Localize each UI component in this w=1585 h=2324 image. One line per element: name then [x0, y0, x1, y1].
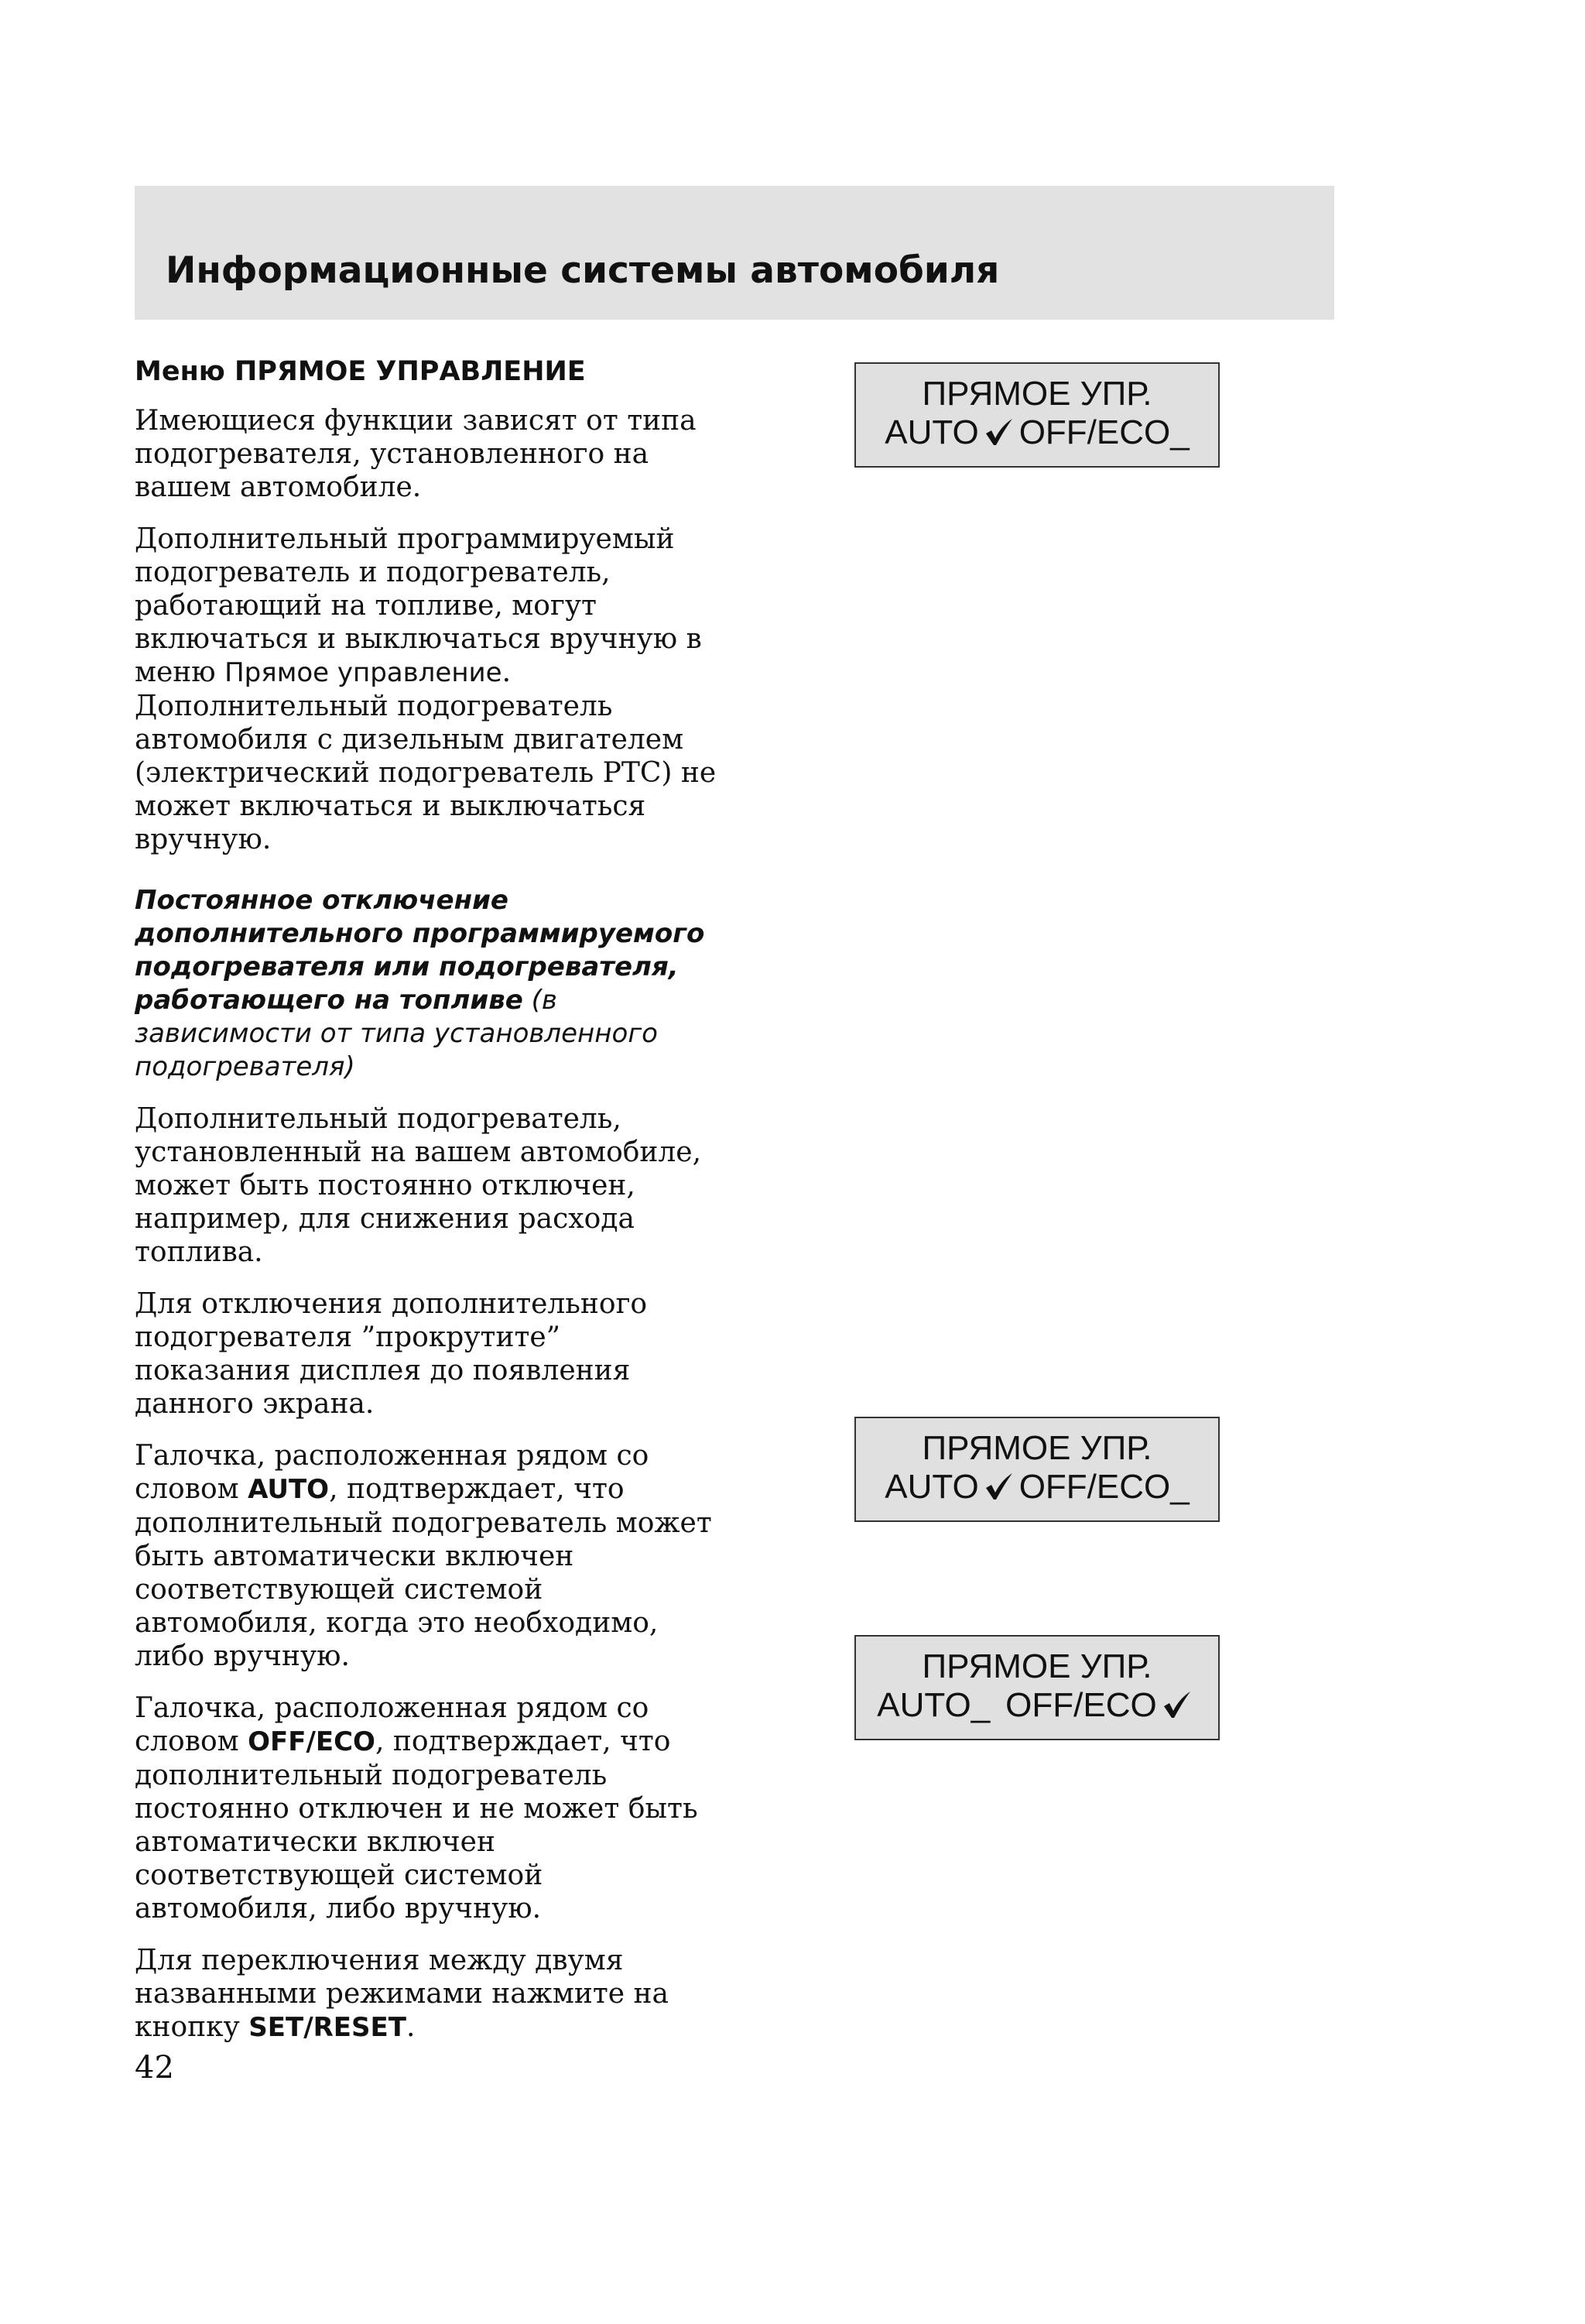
display-line-2	[856, 1686, 1218, 1725]
keyword-set-reset: SET/RESET	[248, 2012, 406, 2043]
display-auto-label: AUTO_	[877, 1686, 991, 1724]
display-screen-3	[854, 1635, 1220, 1740]
display-off-eco-label: OFF/ECO_	[1018, 1468, 1190, 1506]
paragraph-auto-check	[135, 1439, 723, 1673]
page-title: Информационные системы автомобиля	[166, 249, 1000, 292]
keyword-off-eco: OFF/ECO	[248, 1726, 375, 1757]
subsection-heading	[135, 884, 723, 1084]
paragraph-scroll-display	[135, 1287, 723, 1421]
paragraph-scroll-text: Для отключения дополнительного подогревателя ”прокрутите” показания дисплея до появления данного экрана.	[135, 1288, 648, 1420]
subsection-heading-note: (в зависимости от типа установленного подогревателя)	[135, 985, 658, 1082]
paragraph-permanent-off	[135, 1102, 723, 1269]
paragraph-off-eco-check	[135, 1692, 723, 1925]
display-auto-label: AUTO	[885, 413, 979, 451]
page-number: 42	[135, 2050, 174, 2086]
paragraph-manual-control	[135, 523, 723, 856]
paragraph-off-b: , подтверждает, что дополнительный подогреватель постоянно отключен и не может быть автоматически включен соответствующей системой автомобиля, либо вручную.	[135, 1726, 698, 1925]
display-off-eco-label: OFF/ECO	[1005, 1686, 1157, 1724]
display-line-1: ПРЯМОЕ УПР.	[922, 375, 1152, 413]
paragraph-permanent-off-text: Дополнительный подогреватель, установленный на вашем автомобиле, может быть постоянно отключен, например, для снижения расхода топлива.	[135, 1103, 702, 1268]
display-off-eco-label: OFF/ECO_	[1018, 413, 1190, 451]
text-column	[135, 356, 723, 2063]
section-title: Меню ПРЯМОЕ УПРАВЛЕНИЕ	[135, 356, 586, 387]
menu-name-direct-control: Прямое управление	[224, 657, 502, 688]
paragraph-off-a: Галочка, расположенная рядом со словом	[135, 1692, 649, 1757]
paragraph-functions	[135, 404, 723, 504]
paragraph-manual-text: Дополнительный программируемый подогреватель и подогреватель, работающий на топливе, могут включаться и выключаться вручную в меню	[135, 523, 702, 688]
checkmark-icon	[1162, 1690, 1193, 1719]
paragraph-manual-rest: . Дополнительный подогреватель автомобиля с дизельным двигателем (электрический подогреватель PTC) не может включаться и выключаться вручную.	[135, 656, 717, 855]
paragraph-auto-b: , подтверждает, что дополнительный подогреватель может быть автоматически включен соответствующей системой автомобиля, когда это необходимо, либо вручную.	[135, 1473, 712, 1672]
paragraph-functions-text: Имеющиеся функции зависят от типа подогревателя, установленного на вашем автомобиле.	[135, 405, 697, 503]
display-line-2	[856, 1468, 1218, 1506]
display-line-1: ПРЯМОЕ УПР.	[922, 1647, 1152, 1685]
display-line-1: ПРЯМОЕ УПР.	[922, 1429, 1152, 1467]
subsection-heading-bold: Постоянное отключение дополнительного программируемого подогревателя или подогревателя, работающего на топливе	[135, 885, 705, 1016]
paragraph-switch-a: Для переключения между двумя названными режимами нажмите на кнопку	[135, 1945, 669, 2043]
display-line-2	[856, 413, 1218, 452]
keyword-auto: AUTO	[248, 1474, 330, 1505]
display-screen-2	[854, 1417, 1220, 1522]
header-band	[135, 186, 1334, 320]
paragraph-auto-a: Галочка, расположенная рядом со словом	[135, 1440, 649, 1505]
paragraph-switch-b: .	[406, 2011, 416, 2043]
checkmark-icon	[984, 1472, 1015, 1501]
display-screen-1	[854, 362, 1220, 468]
paragraph-switch-modes	[135, 1944, 723, 2045]
checkmark-icon	[984, 417, 1015, 447]
display-auto-label: AUTO	[885, 1468, 979, 1506]
